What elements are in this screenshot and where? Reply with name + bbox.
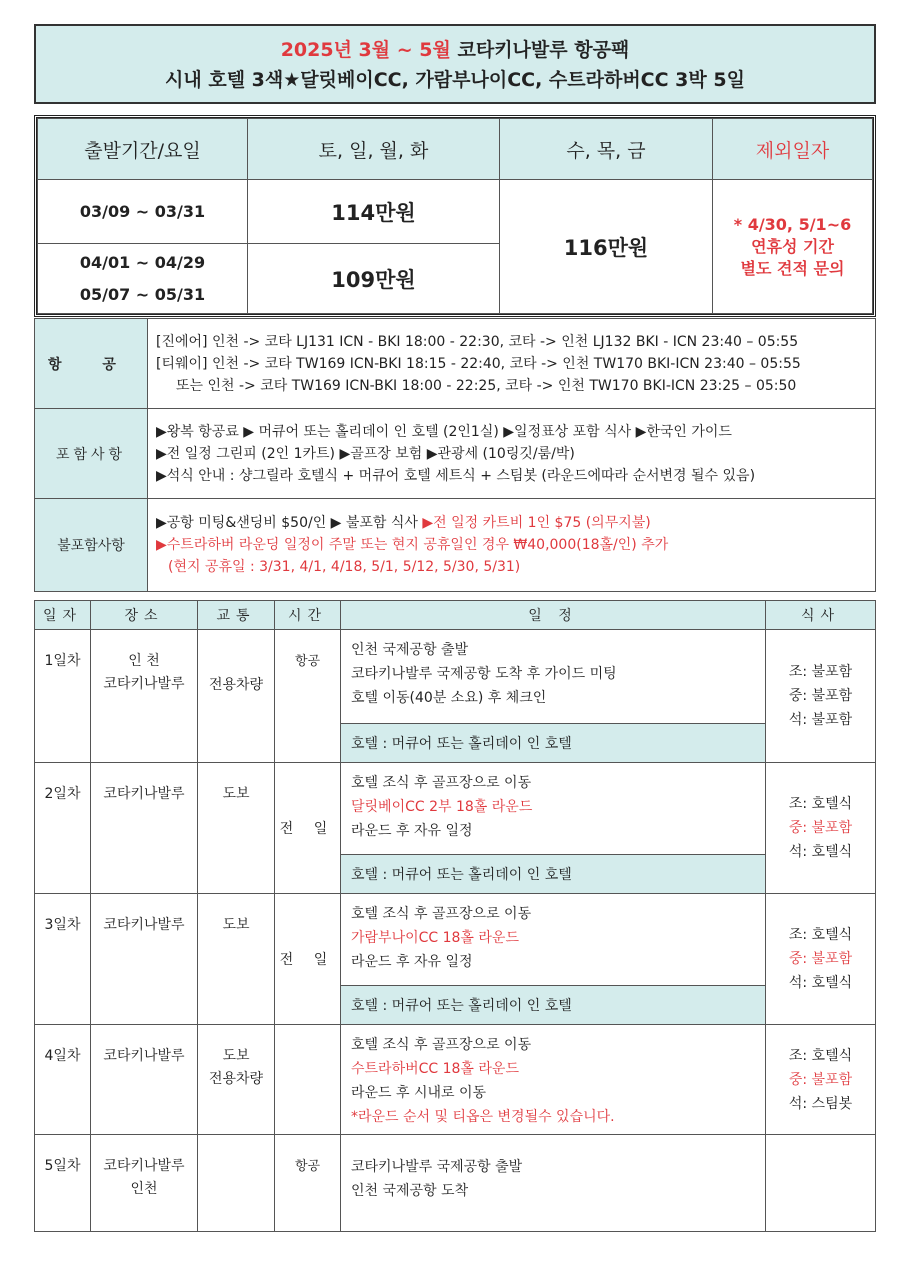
schedule-golf-round: 달릿베이CC 2부 18홀 라운드: [351, 799, 533, 815]
day-transport: [198, 1135, 275, 1232]
day-number: 3일차: [35, 894, 91, 1025]
price-header-period: 출발기간/요일: [38, 119, 248, 180]
itinerary-table: [34, 600, 876, 1232]
flight-line-jinair: [진에어] 인천 -> 코타 LJ131 ICN - BKI 18:00 - 22:30, 코타 -> 인천 LJ132 BKI - ICN 23:40 – 05:55: [156, 333, 799, 350]
day-time: 전 일: [275, 763, 341, 894]
itin-header-place: 장소: [91, 601, 198, 630]
itinerary-row-day4: [35, 1025, 876, 1135]
schedule-line: 호텔 조식 후 골프장으로 이동: [351, 1037, 532, 1053]
page-title: [34, 24, 876, 104]
title-period: 2025년 3월 ~ 5월: [280, 39, 451, 61]
exclude-row: [35, 499, 876, 592]
meal-lunch: 중: 불포함: [788, 820, 853, 836]
day-schedule: [341, 630, 766, 724]
day-place: 코타키나발루: [91, 894, 198, 1025]
include-line: ▶전 일정 그린피 (2인 1카트) ▶골프장 보험 ▶관광세 (10링깃/룸/박): [156, 445, 575, 462]
price-table: [34, 115, 876, 317]
day-meals: [766, 630, 876, 763]
meal-breakfast: 조: 호텔식: [788, 927, 853, 943]
info-table: [34, 318, 876, 592]
include-row: [35, 409, 876, 499]
exclude-inquiry: 별도 견적 문의: [740, 258, 845, 278]
itinerary-row-day3: [35, 894, 876, 986]
flight-details: [148, 319, 876, 409]
day-meals: [766, 1135, 876, 1232]
flight-label: 항 공: [35, 319, 148, 409]
day-number: 1일차: [35, 630, 91, 763]
day-place: [91, 630, 198, 763]
price-weekend: 114만원: [248, 180, 500, 244]
meal-breakfast: 조: 불포함: [788, 664, 853, 680]
price-period-1: 04/01 ~ 04/29: [79, 252, 206, 272]
meal-breakfast: 조: 호텔식: [788, 796, 853, 812]
schedule-line: 라운드 후 자유 일정: [351, 823, 473, 839]
day-number: 4일차: [35, 1025, 91, 1135]
price-period: [38, 244, 248, 314]
exclude-line-1: [148, 512, 875, 534]
day-time: 항공: [275, 630, 341, 763]
itinerary-row-day5: [35, 1135, 876, 1232]
meal-lunch: 중: 불포함: [788, 1071, 853, 1088]
day-transport: 전용차량: [198, 630, 275, 763]
schedule-line: 호텔 조식 후 골프장으로 이동: [351, 906, 532, 922]
flight-line-tway-alt: 또는 인천 -> 코타 TW169 ICN-BKI 18:00 - 22:25, 코타 -> 인천 TW170 BKI-ICN 23:25 – 05:50: [176, 377, 797, 394]
schedule-line: 라운드 후 시내로 이동: [351, 1085, 487, 1101]
price-header-weekday: 수, 목, 금: [500, 119, 713, 180]
meal-breakfast: 조: 호텔식: [788, 1047, 853, 1064]
meal-dinner: 석: 호텔식: [788, 975, 853, 991]
meal-dinner: 석: 불포함: [788, 712, 853, 728]
itin-header-day: 일자: [35, 601, 91, 630]
price-period: 03/09 ~ 03/31: [38, 180, 248, 244]
day-place: [91, 1135, 198, 1232]
exclude-details: [148, 499, 876, 592]
day-time: [275, 1025, 341, 1135]
day-time: 전 일: [275, 894, 341, 1025]
day-schedule: [341, 1135, 766, 1232]
itinerary-row-day2: [35, 763, 876, 855]
day-time: 항공: [275, 1135, 341, 1232]
include-details: [148, 409, 876, 499]
transport-walk: 도보: [222, 1048, 250, 1064]
exclude-label: 불포함사항: [35, 499, 148, 592]
flight-line-tway: [티웨이] 인천 -> 코타 TW169 ICN-BKI 18:15 - 22:40, 코타 -> 인천 TW170 BKI-ICN 23:40 – 05:55: [156, 355, 801, 372]
day-hotel: 호텔 : 머큐어 또는 홀리데이 인 호텔: [341, 724, 766, 763]
day-place: 코타키나발루: [91, 1025, 198, 1135]
day-number: 2일차: [35, 763, 91, 894]
include-label: 포함사항: [35, 409, 148, 499]
price-row: [38, 180, 873, 244]
schedule-line: 라운드 후 자유 일정: [351, 954, 473, 970]
meal-lunch: 중: 불포함: [788, 688, 853, 704]
schedule-golf-round: 가람부나이CC 18홀 라운드: [351, 930, 519, 946]
exclude-fees: ▶공항 미팅&샌딩비 $50/인 ▶ 불포함 식사: [156, 515, 418, 531]
meal-lunch: 중: 불포함: [788, 951, 853, 967]
itin-header-schedule: 일 정: [341, 601, 766, 630]
title-product: 코타키나발루 항공팩: [457, 39, 630, 61]
itin-header-transport: 교통: [198, 601, 275, 630]
price-weekend: 109만원: [248, 244, 500, 314]
day-meals: [766, 894, 876, 1025]
place-origin: 인 천: [128, 653, 160, 669]
exclude-cart-fee: ▶전 일정 카트비 1인 $75 (의무지불): [422, 515, 651, 531]
price-period-2: 05/07 ~ 05/31: [79, 284, 206, 304]
exclude-sutera-surcharge: ▶수트라하버 라운딩 일정이 주말 또는 현지 공휴일인 경우 ₩40,000(18홀/인) 추가: [156, 537, 669, 553]
day-schedule: [341, 1025, 766, 1135]
day-meals: [766, 763, 876, 894]
schedule-line: 코타키나발루 국제공항 도착 후 가이드 미팅: [351, 666, 617, 682]
transport-vehicle: 전용차량: [208, 1071, 264, 1087]
schedule-line: 호텔 이동(40분 소요) 후 체크인: [351, 690, 547, 706]
day-meals: [766, 1025, 876, 1135]
schedule-line: 호텔 조식 후 골프장으로 이동: [351, 775, 532, 791]
day-transport: 도보: [198, 894, 275, 1025]
day-number: 5일차: [35, 1135, 91, 1232]
price-exclude-note: [713, 180, 873, 314]
itinerary-row-day1: [35, 630, 876, 724]
day-schedule: [341, 894, 766, 986]
exclude-holidays: (현지 공휴일 : 3/31, 4/1, 4/18, 5/1, 5/12, 5/30, 5/31): [168, 559, 521, 575]
schedule-line: 인천 국제공항 도착: [351, 1183, 469, 1199]
day-place: 코타키나발루: [91, 763, 198, 894]
title-subtitle: 시내 호텔 3색★달릿베이CC, 가람부나이CC, 수트라하버CC 3박 5일: [165, 69, 745, 91]
schedule-line: 코타키나발루 국제공항 출발: [351, 1159, 523, 1175]
itin-header-meals: 식사: [766, 601, 876, 630]
meal-dinner: 석: 호텔식: [788, 844, 853, 860]
day-schedule: [341, 763, 766, 855]
day-transport: [198, 1025, 275, 1135]
schedule-line: 인천 국제공항 출발: [351, 642, 469, 658]
schedule-note: *라운드 순서 및 티옵은 변경될수 있습니다.: [351, 1109, 615, 1125]
price-header-row: [38, 119, 873, 180]
meal-dinner: 석: 스팀봇: [788, 1095, 853, 1112]
day-transport: 도보: [198, 763, 275, 894]
schedule-golf-round: 수트라하버CC 18홀 라운드: [351, 1061, 519, 1077]
exclude-dates: * 4/30, 5/1~6: [733, 214, 852, 234]
itinerary-header-row: [35, 601, 876, 630]
itin-header-time: 시간: [275, 601, 341, 630]
exclude-holiday: 연휴성 기간: [751, 236, 834, 256]
day-hotel: 호텔 : 머큐어 또는 홀리데이 인 호텔: [341, 986, 766, 1025]
include-line: ▶왕복 항공료 ▶ 머큐어 또는 홀리데이 인 호텔 (2인1실) ▶일정표상 포함 식사 ▶한국인 가이드: [156, 423, 732, 440]
place-origin: 코타키나발루: [103, 1158, 185, 1174]
price-weekday: 116만원: [500, 180, 713, 314]
place-destination: 코타키나발루: [103, 676, 185, 692]
place-destination: 인천: [130, 1181, 158, 1197]
include-line: ▶석식 안내 : 샹그릴라 호텔식 + 머큐어 호텔 세트식 + 스팀봇 (라운드에따라 순서변경 될수 있음): [156, 467, 756, 484]
price-header-weekend: 토, 일, 월, 화: [248, 119, 500, 180]
day-hotel: 호텔 : 머큐어 또는 홀리데이 인 호텔: [341, 855, 766, 894]
flight-row: [35, 319, 876, 409]
price-header-exclude: 제외일자: [713, 119, 873, 180]
